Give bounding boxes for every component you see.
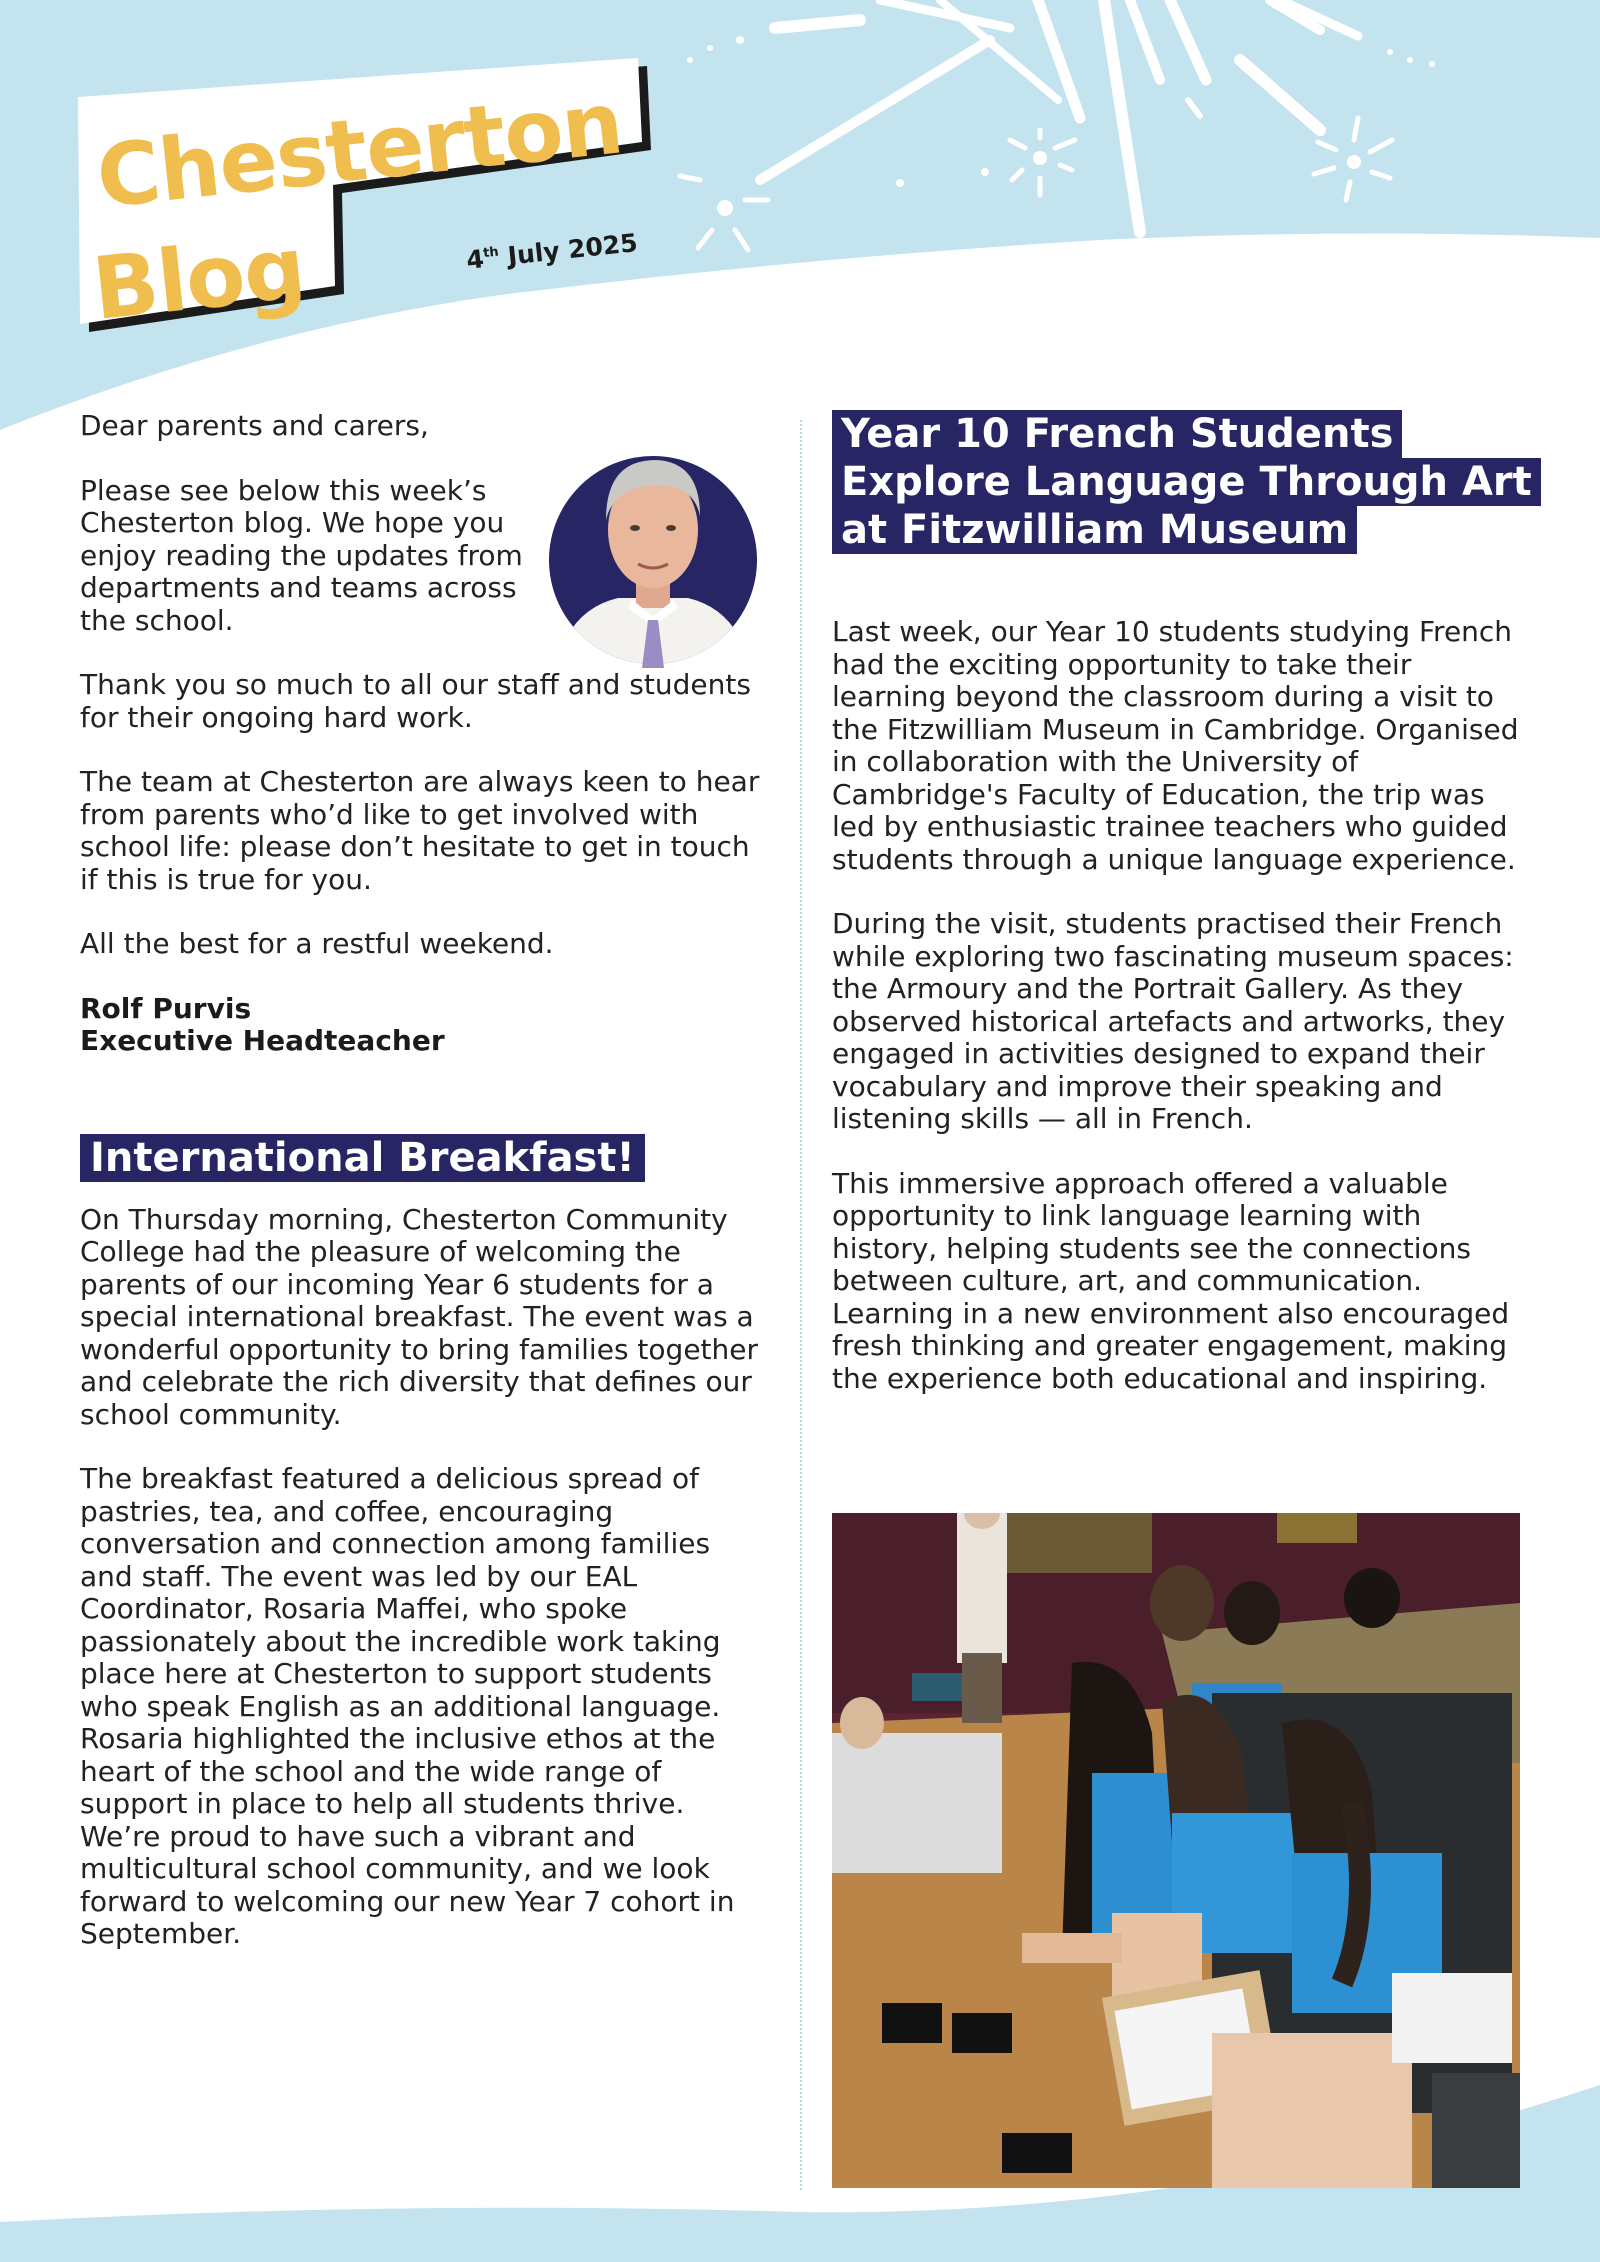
left-column — [80, 410, 770, 1983]
breakfast-section — [80, 1134, 770, 1951]
breakfast-paragraph-2: The breakfast featured a delicious spread of pastries, tea, and coffee, encouraging conversation and connection among families and staff. The event was led by our EAL Coordinator, Rosaria Maffei, who spoke passionately about the incredible work taking place here at Chesterton to support students who speak English as an additional language. Rosaria highlighted the inclusive ethos at the heart of the school and the wide range of support in place to help all students thrive. We’re proud to have such a vibrant and multicultural school community, and we look forward to welcoming our new Year 7 cohort in September. — [80, 1462, 735, 1950]
letter-paragraph-2: Thank you so much to all our staff and students for their ongoing hard work. — [80, 668, 751, 734]
breakfast-heading: International Breakfast! — [80, 1134, 645, 1182]
signature-name: Rolf Purvis — [80, 991, 252, 1025]
french-paragraph-2: During the visit, students practised their French while exploring two fascinating museum spaces: the Armoury and the Portrait Gallery. As they observed historical artefacts and artworks, they engaged in activities designed to expand their vocabulary and improve their speaking and listening skills — all in French. — [832, 907, 1514, 1135]
date-month-year: July 2025 — [497, 228, 639, 272]
breakfast-paragraph-1: On Thursday morning, Chesterton Community College had the pleasure of welcoming the parents of our incoming Year 6 students for a special international breakfast. The event was a wonderful opportunity to bring families together and celebrate the rich diversity that defines our school community. — [80, 1202, 759, 1431]
logo-title-line1: Chesterton — [92, 73, 627, 228]
letter-paragraph-3: The team at Chesterton are always keen to hear from parents who’d like to get involved with school life: please don’t hesitate to get in touch if this is true for you. — [80, 765, 760, 896]
date-day: 4 — [464, 244, 486, 275]
logo-title-line2: Blog — [88, 218, 310, 340]
right-column — [832, 410, 1532, 1427]
date-suffix: th — [482, 244, 500, 262]
museum-visit-photo — [832, 1513, 1520, 2188]
letter-paragraph-4: All the best for a restful weekend. — [80, 927, 554, 960]
french-paragraph-3: This immersive approach offered a valuable opportunity to link language learning with history, helping students see the connections between culture, art, and communication. Learning in a new environment also encouraged fresh thinking and greater engagement, making the experience both educational and inspiring. — [832, 1166, 1510, 1395]
french-paragraph-1: Last week, our Year 10 students studying French had the exciting opportunity to take their learning beyond the classroom during a visit to the Fitzwilliam Museum in Cambridge. Organised in collaboration with the University of Cambridge's Faculty of Education, the trip was led by enthusiastic trainee teachers who guided students through a unique language experience. — [832, 615, 1519, 876]
headteacher-letter — [80, 410, 770, 1058]
letter-greeting: Dear parents and carers, — [80, 409, 429, 442]
french-heading — [832, 410, 1532, 554]
french-heading-line-2: Explore Language Through Art — [832, 458, 1541, 506]
french-heading-line-1: Year 10 French Students — [832, 410, 1402, 458]
letter-paragraph-1: Please see below this week’s Chesterton blog. We hope you enjoy reading the updates from departments and teams across the school. — [80, 473, 523, 637]
column-divider — [800, 420, 802, 2190]
signature-title: Executive Headteacher — [80, 1024, 445, 1057]
blog-logo — [78, 55, 658, 345]
headteacher-portrait — [548, 430, 758, 668]
french-heading-line-3: at Fitzwilliam Museum — [832, 506, 1357, 554]
